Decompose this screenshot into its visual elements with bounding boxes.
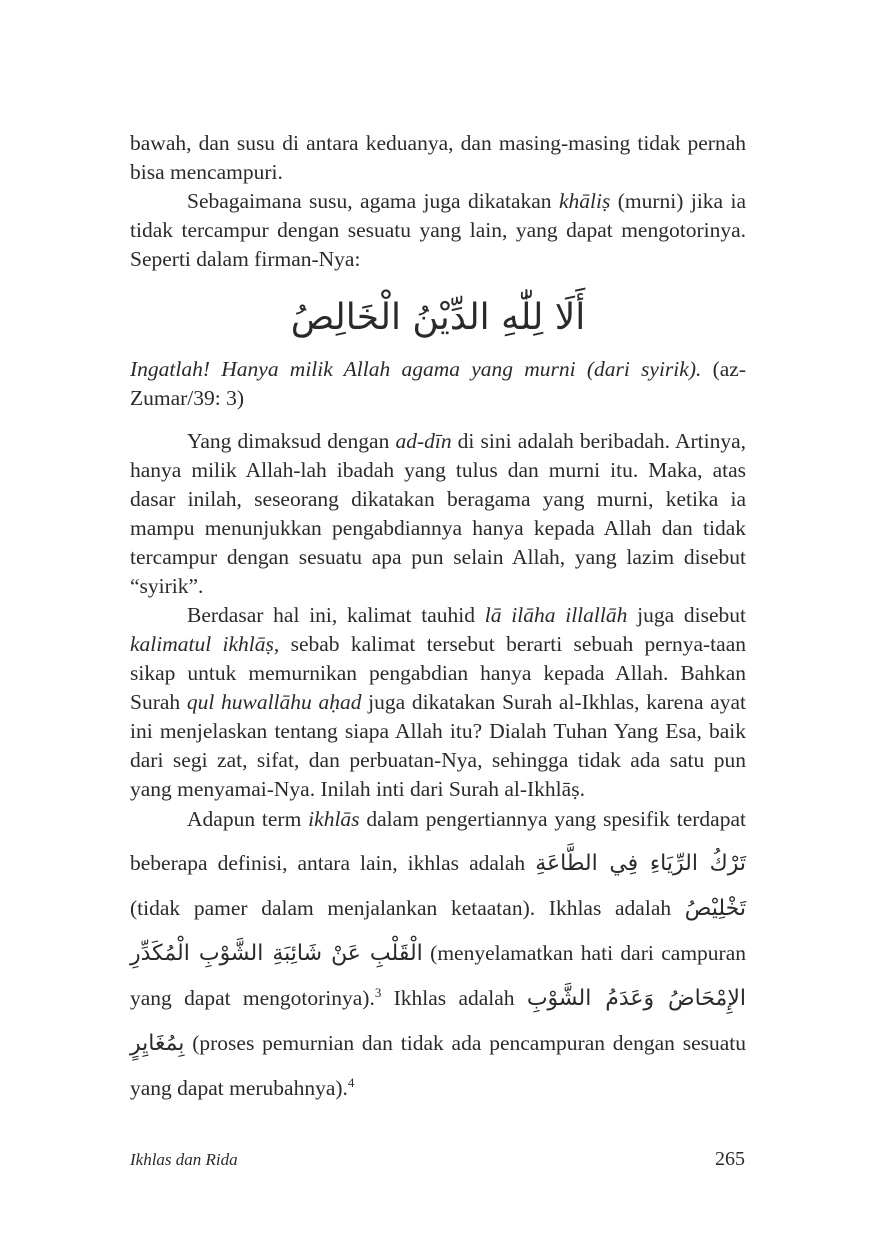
running-footer-title: Ikhlas dan Rida — [130, 1150, 238, 1169]
paragraph-continuation: bawah, dan susu di antara keduanya, dan masing-masing tidak pernah bisa mencampuri. — [130, 131, 746, 184]
term-khalis: khāliṣ — [558, 189, 611, 213]
para4-text-1: Berdasar hal ini, kalimat tauhid — [187, 603, 485, 627]
term-qul-huwallahu: qul huwallāhu aḥad — [186, 690, 362, 714]
text-block-top — [130, 129, 746, 274]
para4-text-2: juga disebut — [627, 603, 746, 627]
term-ikhlas: ikhlās — [308, 807, 360, 831]
para5-text-1: Adapun term — [187, 807, 309, 831]
para2-text-end: (murni) jika ia tidak tercampur dengan sesuatu yang lain, yang dapat mengotorinya. Seperti dalam firman-Nya: — [130, 189, 747, 271]
translation-text: Ingatlah! Hanya milik Allah agama yang murni (dari syirik). — [130, 357, 702, 381]
verse-reference: (az-Zumar/39: 3) — [130, 357, 746, 410]
quran-verse-arabic: أَلَا لِلّٰهِ الدِّيْنُ الْخَالِصُ — [290, 297, 586, 338]
footnote-ref-3: 3 — [374, 984, 382, 1000]
para5-text-2: dalam pengertiannya yang spesifik terdapat beberapa definisi, antara lain, ikhlas adalah — [130, 807, 746, 875]
footnote-ref-4: 4 — [347, 1074, 355, 1090]
para4-text-3: , sebab kalimat tersebut berarti sebuah pernya-taan sikap untuk memurnikan pengabdian hanya kepada Allah. Bahkan Surah — [130, 632, 746, 714]
term-la-ilaha: lā ilāha illallāh — [484, 603, 628, 627]
arabic-definition-2: تَخْلِيْصُ الْقَلْبِ عَنْ شَائِبَةِ الشَّوْبِ الْمُكَدِّرِ — [130, 896, 746, 966]
term-ad-din: ad-dīn — [395, 429, 452, 453]
paragraph-ad-din — [130, 427, 746, 601]
text-block-main — [130, 355, 746, 1110]
verse-translation — [130, 355, 746, 413]
page-number: 265 — [715, 1148, 745, 1170]
arabic-definition-3: الإِمْحَاضُ وَعَدَمُ الشَّوْبِ بِمُغَايِرٍ — [130, 986, 746, 1056]
para5-text-4: (menyelamatkan hati dari campuran yang dapat mengotorinya). — [130, 941, 746, 1010]
paragraph-definitions — [130, 797, 746, 1110]
para5-text-5: Ikhlas adalah — [381, 986, 527, 1010]
para4-text-4: juga dikatakan Surah al-Ikhlas, karena ayat ini menjelaskan tentang siapa Allah itu? Dialah Tuhan Yang Esa, baik dari segi zat, sifat, dan perbuatan-Nya, sehingga tidak ada satu pun yang menyamai-Nya. Inilah inti dari Surah al-Ikhlāṣ. — [130, 690, 746, 801]
arabic-definition-1: تَرْكُ الرِّيَاءِ فِي الطَّاعَةِ — [535, 851, 747, 876]
para3-text-end: di sini adalah beribadah. Artinya, hanya milik Allah-lah ibadah yang tulus dan murni itu. Maka, atas dasar inilah, seseorang dikatakan beragama yang murni, ketika ia mampu menunjukkan pengabdiannya hanya kepada Allah dan tidak tercampur dengan sesuatu apa pun selain Allah, yang lazim disebut “syirik”. — [130, 429, 747, 598]
term-kalimatul-ikhlas: kalimatul ikhlāṣ — [130, 632, 274, 656]
paragraph-khalis — [130, 187, 746, 274]
para3-text: Yang dimaksud dengan — [187, 429, 396, 453]
para2-text: Sebagaimana susu, agama juga dikatakan — [187, 189, 559, 213]
para5-text-3: (tidak pamer dalam menjalankan ketaatan). Ikhlas adalah — [130, 896, 685, 920]
paragraph-kalimat-tauhid — [130, 601, 746, 804]
para5-text-6: (proses pemurnian dan tidak ada pencampuran dengan sesuatu yang dapat merubahnya). — [130, 1031, 746, 1100]
